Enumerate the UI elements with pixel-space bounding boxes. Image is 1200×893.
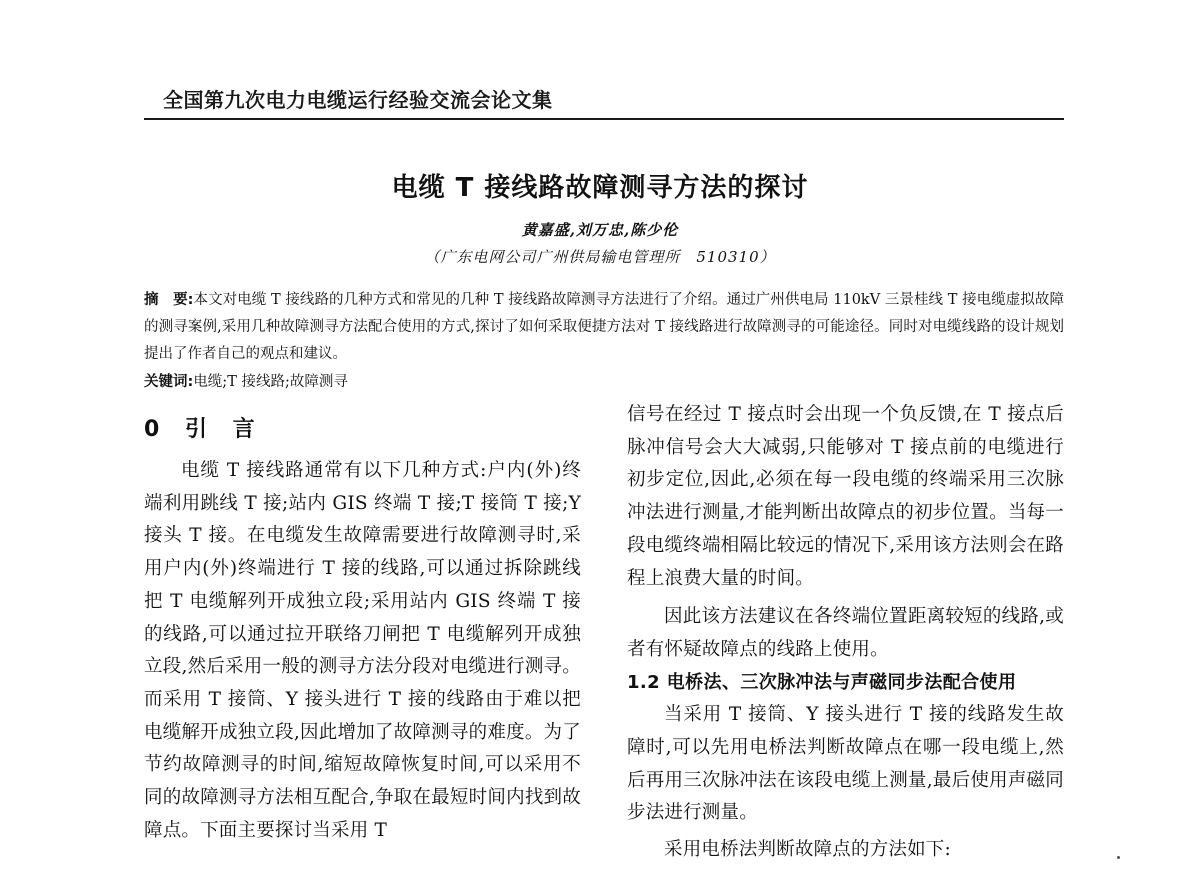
- paragraph: 因此该方法建议在各终端位置距离较短的线路,或者有怀疑故障点的线路上使用。: [627, 606, 1064, 660]
- abstract: [144, 287, 1064, 368]
- authors: 黄嘉盛,刘万忠,陈少伦: [521, 221, 679, 239]
- running-head: 全国第九次电力电缆运行经验交流会论文集: [163, 88, 553, 112]
- section-heading-introduction: 0 引 言: [144, 417, 255, 442]
- paragraph: 当采用 T 接筒、Y 接头进行 T 接的线路发生故障时,可以先用电桥法判断故障点在哪一段电缆上,然后再用三次脉冲法在该段电缆上测量,最后使用声磁同步法进行测量。: [627, 704, 1064, 824]
- keywords-text: 电缆;T 接线路;故障测寻: [193, 374, 348, 390]
- right-column: [627, 399, 1064, 867]
- abstract-label: 摘 要:: [144, 292, 194, 308]
- header-rule: [144, 118, 1064, 120]
- keywords-label: 关键词:: [144, 374, 194, 390]
- subsection-heading: 1.2 电桥法、三次脉冲法与声磁同步法配合使用: [627, 671, 1017, 693]
- scan-speck: [1117, 856, 1120, 859]
- abstract-text: 本文对电缆 T 接线路的几种方式和常见的几种 T 接线路故障测寻方法进行了介绍。通过广州供电局 110kV 三景桂线 T 接电缆虚拟故障的测寻案例,采用几种故障测寻方法配合使用的方式,探讨了如何采取便捷方法对 T 接线路进行故障测寻的可能途径。同时对电缆线路的设计规划提出了作者自己的观点和建议。: [144, 292, 1064, 362]
- paragraph: 电缆 T 接线路通常有以下几种方式:户内(外)终端利用跳线 T 接;站内 GIS 终端 T 接;T 接筒 T 接;Y 接头 T 接。在电缆发生故障需要进行故障测寻时,采用户内(外)终端进行 T 接的线路,可以通过拆除跳线把 T 电缆解列开成独立段;采用站内 GIS 终端 T 接的线路,可以通过拉开联络刀闸把 T 电缆解列开成独立段,然后采用一般的测寻方法分段对电缆进行测寻。而采用 T 接筒、Y 接头进行 T 接的线路由于难以把电缆解开成独立段,因此增加了故障测寻的难度。为了节约故障测寻的时间,缩短故障恢复时间,可以采用不同的故障测寻方法相互配合,争取在最短时间内找到故障点。下面主要探讨当采用 T: [144, 460, 581, 841]
- affiliation: （广东电网公司广州供局输电管理所 510310）: [424, 248, 776, 266]
- keywords: [144, 369, 1064, 396]
- paragraph: 采用电桥法判断故障点的方法如下:: [664, 839, 951, 861]
- left-column: [144, 455, 581, 847]
- paragraph: 信号在经过 T 接点时会出现一个负反馈,在 T 接点后脉冲信号会大大减弱,只能够对 T 接点前的电缆进行初步定位,因此,必须在每一段电缆的终端采用三次脉冲法进行测量,才能判断出故障点的初步位置。当每一段电缆终端相隔比较远的情况下,采用该方法则会在路程上浪费大量的时间。: [627, 404, 1064, 589]
- paper-title: 电缆 T 接线路故障测寻方法的探讨: [391, 173, 809, 203]
